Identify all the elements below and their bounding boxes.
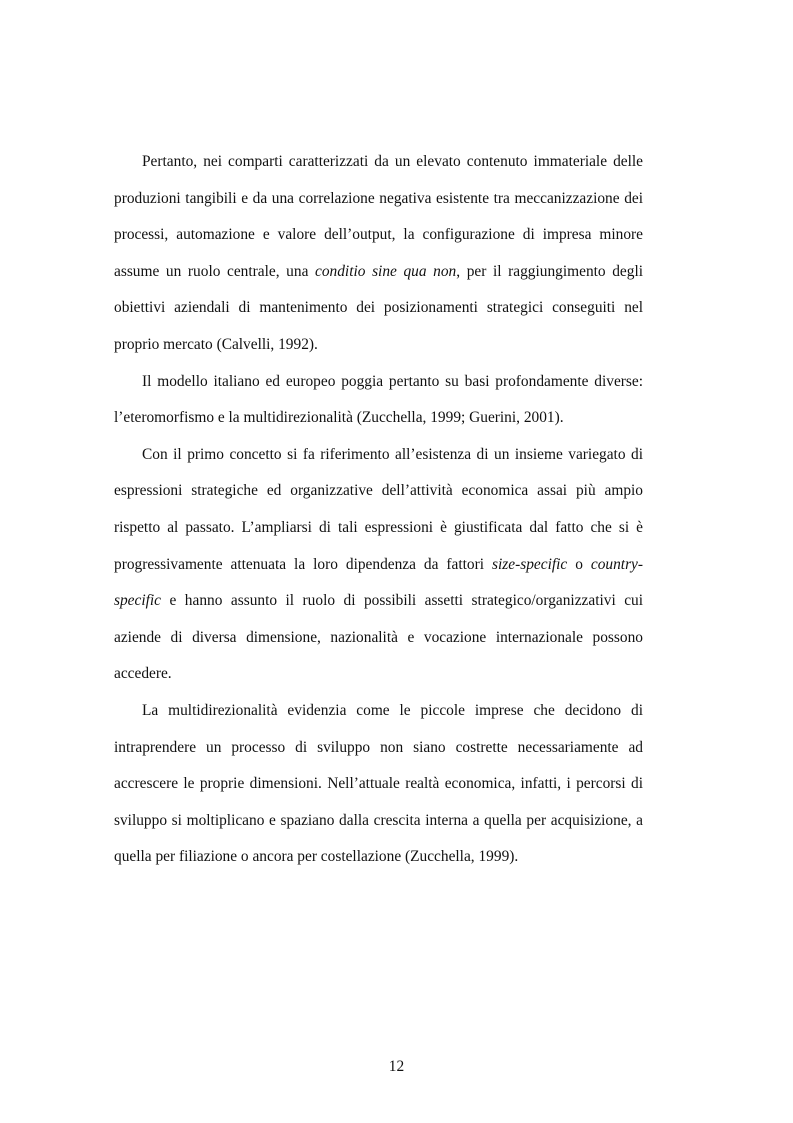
paragraph-1 [114,144,643,364]
page-number: 12 [388,1058,405,1075]
paragraph-3-text-b: o [567,555,591,573]
paragraph-4-text: La multidirezionalità evidenzia come le piccole imprese che decidono di intraprendere un processo di sviluppo non siano costrette necessariamente ad accrescere le proprie dimensioni. Nell’attuale realtà economica, infatti, i percorsi di sviluppo si moltiplicano e spaziano dalla crescita interna a quella per acquisizione, a quella per filiazione o ancora per costellazione (Zucchella, 1999). [114,701,643,866]
paragraph-3-italic-term-1: size-specific [492,555,568,573]
paragraph-3-italic-term-2: country-specific [114,555,644,610]
body-text [114,144,643,876]
paragraph-2-text: Il modello italiano ed europeo poggia pertanto su basi profondamente diverse: l’eteromorfismo e la multidirezionalità (Zucchella, 1999; Guerini, 2001). [114,372,643,427]
paragraph-3-text-c: e hanno assunto il ruolo di possibili assetti strategico/organizzativi cui aziende di diversa dimensione, nazionalità e vocazione internazionale possono accedere. [114,592,643,683]
paragraph-1-text-b: , per il raggiungimento degli obiettivi aziendali di mantenimento dei posizionamenti strategici conseguiti nel proprio mercato (Calvelli, 1992). [114,262,643,353]
paragraph-1-italic-term: conditio sine qua non [315,262,457,280]
paragraph-1-text-a: Pertanto, nei comparti caratterizzati da un elevato contenuto immateriale delle produzioni tangibili e da una correlazione negativa esistente tra meccanizzazione dei processi, automazione e valore dell’output, la configurazione di impresa minore assume un ruolo centrale, una [114,153,643,280]
paragraph-3 [114,437,643,693]
paragraph-2 [114,364,643,437]
paragraph-3-text-a: Con il primo concetto si fa riferimento all’esistenza di un insieme variegato di espressioni strategiche ed organizzative dell’attività economica assai più ampio rispetto al passato. L’ampliarsi di tali espressioni è giustificata dal fatto che si è progressivamente attenuata la loro dipendenza da fattori [114,445,643,573]
paragraph-4 [114,693,643,876]
